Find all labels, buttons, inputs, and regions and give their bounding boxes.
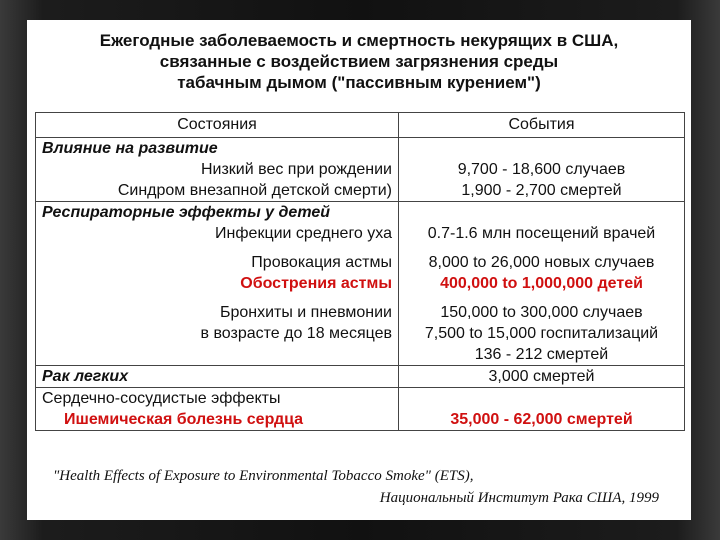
section-respiratory <box>36 202 685 366</box>
section-heading: Влияние на развитие <box>42 140 218 157</box>
event-text: 8,000 to 26,000 новых случаев <box>428 254 655 271</box>
condition-text: Низкий вес при рождении <box>200 161 392 178</box>
title-line-1: Ежегодные заболеваемость и смертность некурящих в США, <box>99 31 619 50</box>
slide-title <box>27 30 691 93</box>
event-text: 136 - 212 смертей <box>474 346 609 363</box>
event-text: 0.7-1.6 млн посещений врачей <box>427 225 656 242</box>
event-text: 1,900 - 2,700 смертей <box>461 182 622 199</box>
section-heading: Респираторные эффекты у детей <box>42 204 330 221</box>
event-text: 7,500 to 15,000 госпитализаций <box>424 325 659 342</box>
section-heading: Рак легких <box>42 368 129 385</box>
section-cardiovascular <box>36 388 685 431</box>
data-table <box>35 112 685 431</box>
title-line-3: табачным дымом ("пассивным курением") <box>177 73 541 92</box>
event-text-highlight: 35,000 - 62,000 смертей <box>450 411 633 428</box>
source-line-2: Национальный Институт Рака США, 1999 <box>379 490 659 506</box>
slide <box>27 20 691 520</box>
condition-text-highlight: Обострения астмы <box>240 275 392 292</box>
event-text: 3,000 смертей <box>488 368 595 385</box>
header-events: События <box>399 113 685 138</box>
condition-text: в возрасте до 18 месяцев <box>200 325 392 342</box>
source-line-1: "Health Effects of Exposure to Environmental Tobacco Smoke" (ETS), <box>53 468 474 484</box>
condition-text: Синдром внезапной детской смерти) <box>117 182 392 199</box>
section-lung-cancer <box>36 366 685 388</box>
section-heading: Сердечно-сосудистые эффекты <box>42 390 281 407</box>
event-text-highlight: 400,000 to 1,000,000 детей <box>440 275 643 292</box>
condition-text: Инфекции среднего уха <box>215 225 392 242</box>
title-line-2: связанные с воздействием загрязнения среды <box>159 52 559 71</box>
event-text: 9,700 - 18,600 случаев <box>457 161 626 178</box>
condition-text: Провокация астмы <box>251 254 392 271</box>
table-header-row <box>36 113 685 138</box>
event-text: 150,000 to 300,000 случаев <box>440 304 643 321</box>
section-development <box>36 138 685 202</box>
condition-text-highlight: Ишемическая болезнь сердца <box>64 411 304 428</box>
header-conditions: Состояния <box>36 113 399 138</box>
condition-text: Бронхиты и пневмонии <box>219 304 392 321</box>
